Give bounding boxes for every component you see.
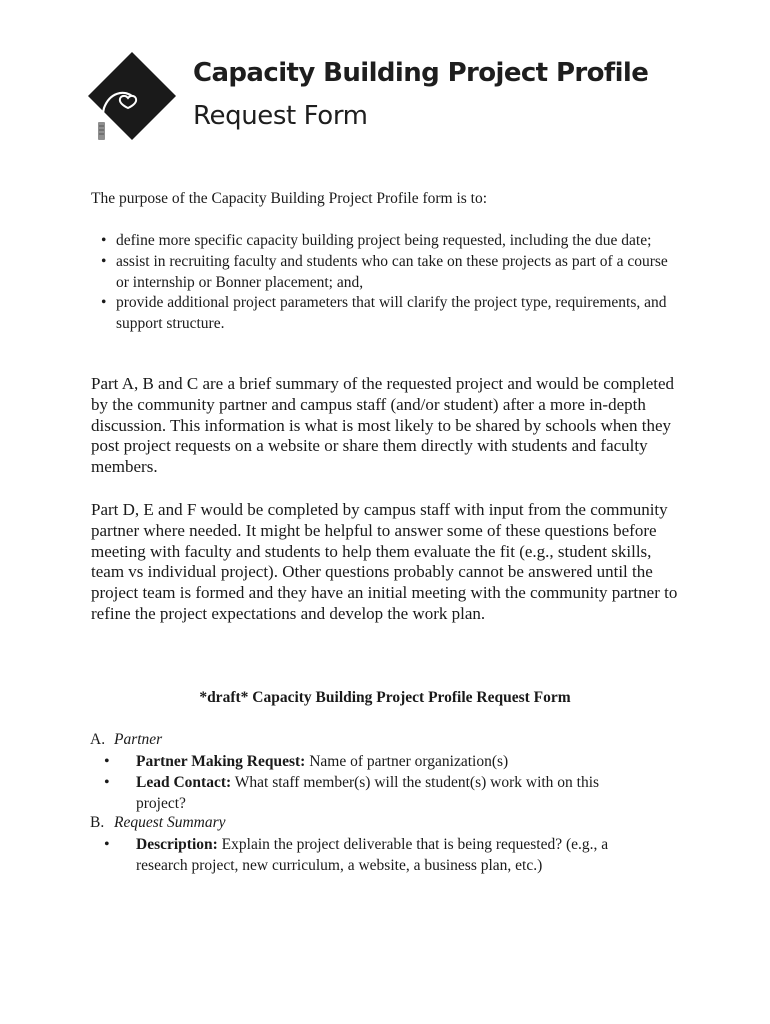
field-label: Description: — [136, 836, 218, 853]
section-a-fields — [90, 752, 650, 814]
page-subtitle: Request Form — [193, 101, 368, 131]
field-description: What staff member(s) will the student(s) work with on this project? — [136, 773, 600, 812]
purpose-item: • define more specific capacity building project being requested, including the due date; — [91, 231, 681, 252]
field-item-partner-making-request — [90, 752, 650, 773]
section-name: Partner — [114, 731, 163, 748]
section-b-heading — [90, 814, 226, 832]
section-a-heading — [90, 731, 162, 749]
parts-abc-paragraph: Part A, B and C are a brief summary of the requested project and would be completed by the community partner and campus staff (and/or student) after a more in-depth discussion. This information is what is most likely to be shared by schools when they post project requests on a website or share them directly with students and faculty members. — [91, 374, 675, 477]
purpose-item: • provide additional project parameters that will clarify the project type, requirements, and support structure. — [91, 293, 681, 335]
form-title: *draft* Capacity Building Project Profile Request Form — [199, 689, 571, 706]
graduation-cap-heart-logo — [88, 52, 178, 144]
field-item-lead-contact — [90, 773, 650, 815]
section-b-fields — [90, 835, 650, 877]
parts-def-paragraph: Part D, E and F would be completed by campus staff with input from the community partner where needed. It might be helpful to answer some of these questions before meeting with faculty and students to help them evaluate the fit (e.g., student skills, team vs individual project). Other questions probably cannot be answered until the project team is formed and they have an initial meeting with the community partner to refine the project expectations and develop the work plan. — [91, 500, 678, 623]
intro-text: The purpose of the Capacity Building Project Profile form is to: — [91, 190, 488, 207]
field-label: Partner Making Request: — [136, 753, 306, 770]
section-letter: B. — [90, 814, 105, 831]
section-name: Request Summary — [114, 814, 226, 831]
purpose-item: • assist in recruiting faculty and students who can take on these projects as part of a course or internship or Bonner placement; and, — [91, 252, 681, 294]
field-label: Lead Contact: — [136, 773, 232, 791]
page-title: Capacity Building Project Profile — [193, 58, 649, 88]
field-item-description — [90, 835, 650, 877]
field-description: Explain the project deliverable that is being requested? (e.g., a research project, new curriculum, a website, a business plan, etc.) — [136, 836, 609, 874]
purpose-list — [91, 231, 681, 335]
section-letter: A. — [90, 731, 106, 748]
field-description: Name of partner organization(s) — [305, 753, 509, 770]
